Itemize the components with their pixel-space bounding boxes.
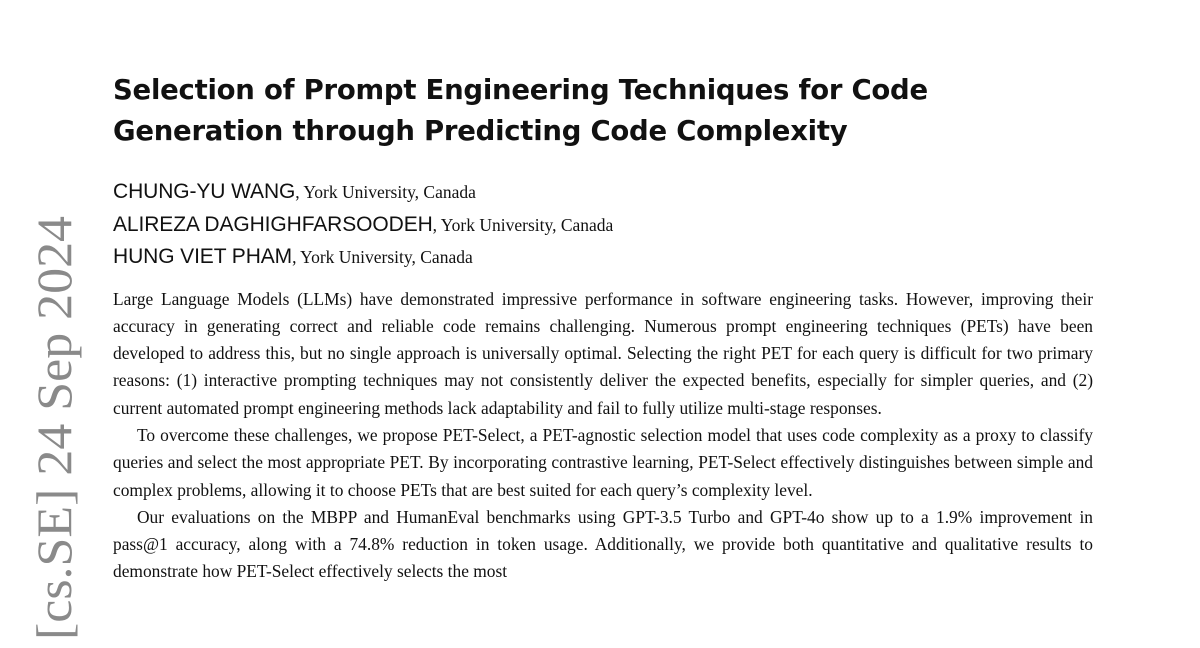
author-name: ALIREZA DAGHIGHFARSOODEH [113, 212, 433, 236]
arxiv-stamp-text: [cs.SE] 24 Sep 2024 [26, 231, 82, 640]
author-affiliation: , York University, Canada [432, 214, 614, 235]
paper-title: Selection of Prompt Engineering Techniques for Code Generation through Predicting Code Complexity [113, 74, 928, 147]
abstract-paragraph-1: Large Language Models (LLMs) have demonstrated impressive performance in software engineering tasks. However, improving their accuracy in generating correct and reliable code remains challenging. Numerous prompt engineering techniques (PETs) have been developed to address this, but no single approach is universally optimal. Selecting the right PET for each query is difficult for two primary reasons: (1) interactive prompting techniques may not consistently deliver the expected benefits, especially for simpler queries, and (2) current automated prompt engineering methods lack adaptability and fail to fully utilize multi-stage responses. [113, 288, 1093, 418]
author-affiliation: , York University, Canada [295, 182, 476, 202]
abstract [113, 286, 1093, 586]
author-entry [113, 241, 1093, 274]
paper-first-page [113, 70, 1093, 586]
arxiv-identifier-stamp [25, 216, 85, 640]
author-entry [113, 209, 1093, 242]
author-affiliation: , York University, Canada [292, 247, 473, 267]
author-name: HUNG VIET PHAM [113, 245, 293, 268]
author-name: CHUNG-YU WANG [113, 180, 296, 203]
abstract-paragraph-2: To overcome these challenges, we propose PET-Select, a PET-agnostic selection model that uses code complexity as a proxy to classify queries and select the most appropriate PET. By incorporating contrastive learning, PET-Select effectively distinguishes between simple and complex problems, allowing it to choose PETs that are best suited for each query’s complexity level. [113, 424, 1093, 500]
abstract-paragraph-3: Our evaluations on the MBPP and HumanEval benchmarks using GPT-3.5 Turbo and GPT-4o show up to a 1.9% improvement in pass@1 accuracy, along with a 74.8% reduction in token usage. Additionally, we provide both quantitative and qualitative results to demonstrate how PET-Select effectively selects the most [113, 506, 1093, 582]
author-entry [113, 176, 1093, 209]
author-list [113, 176, 1093, 274]
